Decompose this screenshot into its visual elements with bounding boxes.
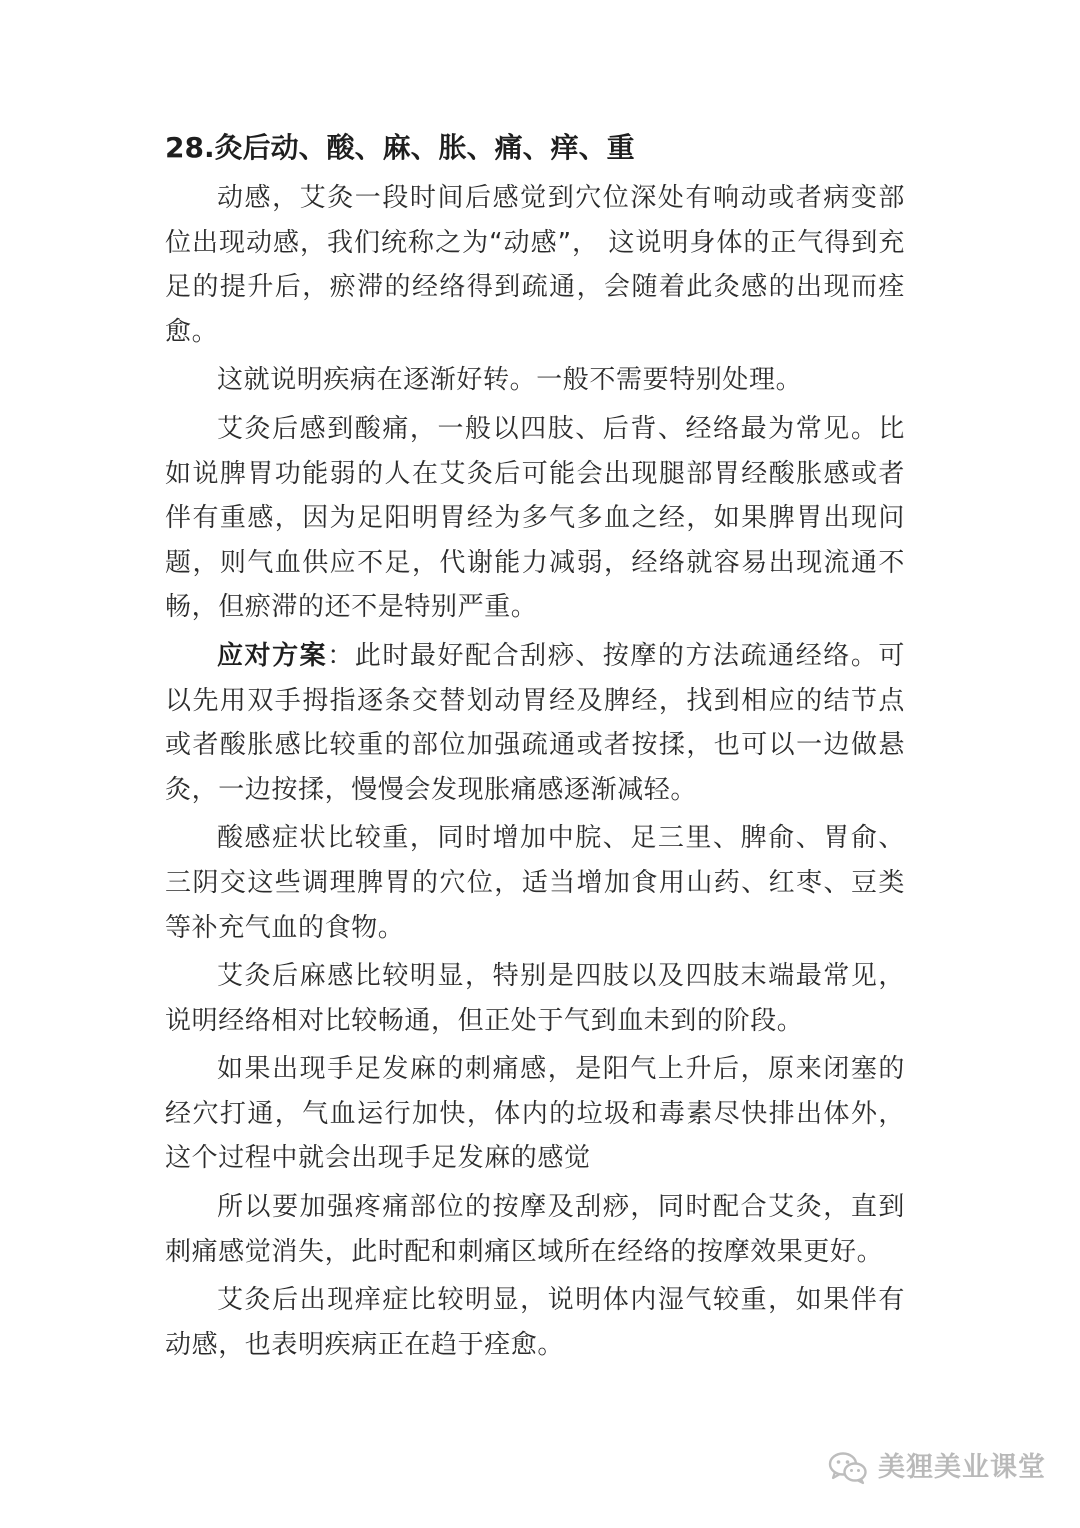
watermark-text: 美狸美业课堂 <box>878 1452 1046 1483</box>
paragraph-text: 艾灸后麻感比较明显，特别是四肢以及四肢末端最常见，说明经络相对比较畅通，但正处于气到血未到的阶段。 <box>165 961 905 1036</box>
paragraph-text: 酸感症状比较重，同时增加中脘、足三里、脾俞、胃俞、三阴交这些调理脾胃的穴位，适当增加食用山药、红枣、豆类等补充气血的食物。 <box>165 823 905 943</box>
paragraph-text: 动感，艾灸一段时间后感觉到穴位深处有响动或者病变部位出现动感，我们统称之为“动感”， 这说明身体的正气得到充足的提升后，瘀滞的经络得到疏通，会随着此灸感的出现而痊愈。 <box>165 183 905 347</box>
paragraph <box>165 176 905 354</box>
paragraph-text: 艾灸后出现痒症比较明显，说明体内湿气较重，如果伴有动感，也表明疾病正在趋于痊愈。 <box>165 1285 905 1360</box>
paragraph-text: 如果出现手足发麻的刺痛感，是阳气上升后，原来闭塞的经穴打通，气血运行加快，体内的垃圾和毒素尽快排出体外，这个过程中就会出现手足发麻的感觉 <box>165 1054 905 1174</box>
paragraph <box>165 358 905 403</box>
paragraph <box>165 634 905 812</box>
paragraph-text: 所以要加强疼痛部位的按摩及刮痧，同时配合艾灸，直到刺痛感觉消失，此时配和刺痛区域所在经络的按摩效果更好。 <box>165 1192 905 1267</box>
paragraph <box>165 954 905 1043</box>
wechat-icon <box>828 1451 868 1485</box>
article-title: 28.灸后动、酸、麻、胀、痛、痒、重 <box>165 131 635 164</box>
paragraph-text: ：此时最好配合刮痧、按摩的方法疏通经络。可以先用双手拇指逐条交替划动胃经及脾经，找到相应的结节点或者酸胀感比较重的部位加强疏通或者按揉，也可以一边做悬灸，一边按揉，慢慢会发现胀痛感逐渐减轻。 <box>165 640 905 805</box>
paragraph-text: 这就说明疾病在逐渐好转。一般不需要特别处理。 <box>217 365 803 396</box>
paragraph <box>165 816 905 950</box>
watermark <box>828 1448 1046 1488</box>
article-body <box>165 128 905 1371</box>
paragraph <box>165 1278 905 1367</box>
paragraph <box>165 1047 905 1181</box>
paragraph <box>165 1185 905 1274</box>
paragraph-text: 艾灸后感到酸痛，一般以四肢、后背、经络最为常见。比如说脾胃功能弱的人在艾灸后可能会出现腿部胃经酸胀感或者伴有重感，因为足阳明胃经为多气多血之经，如果脾胃出现问题，则气血供应不足，代谢能力减弱，经络就容易出现流通不畅，但瘀滞的还不是特别严重。 <box>165 413 905 623</box>
paragraph-lead: 应对方案 <box>217 640 328 671</box>
paragraph <box>165 407 905 630</box>
